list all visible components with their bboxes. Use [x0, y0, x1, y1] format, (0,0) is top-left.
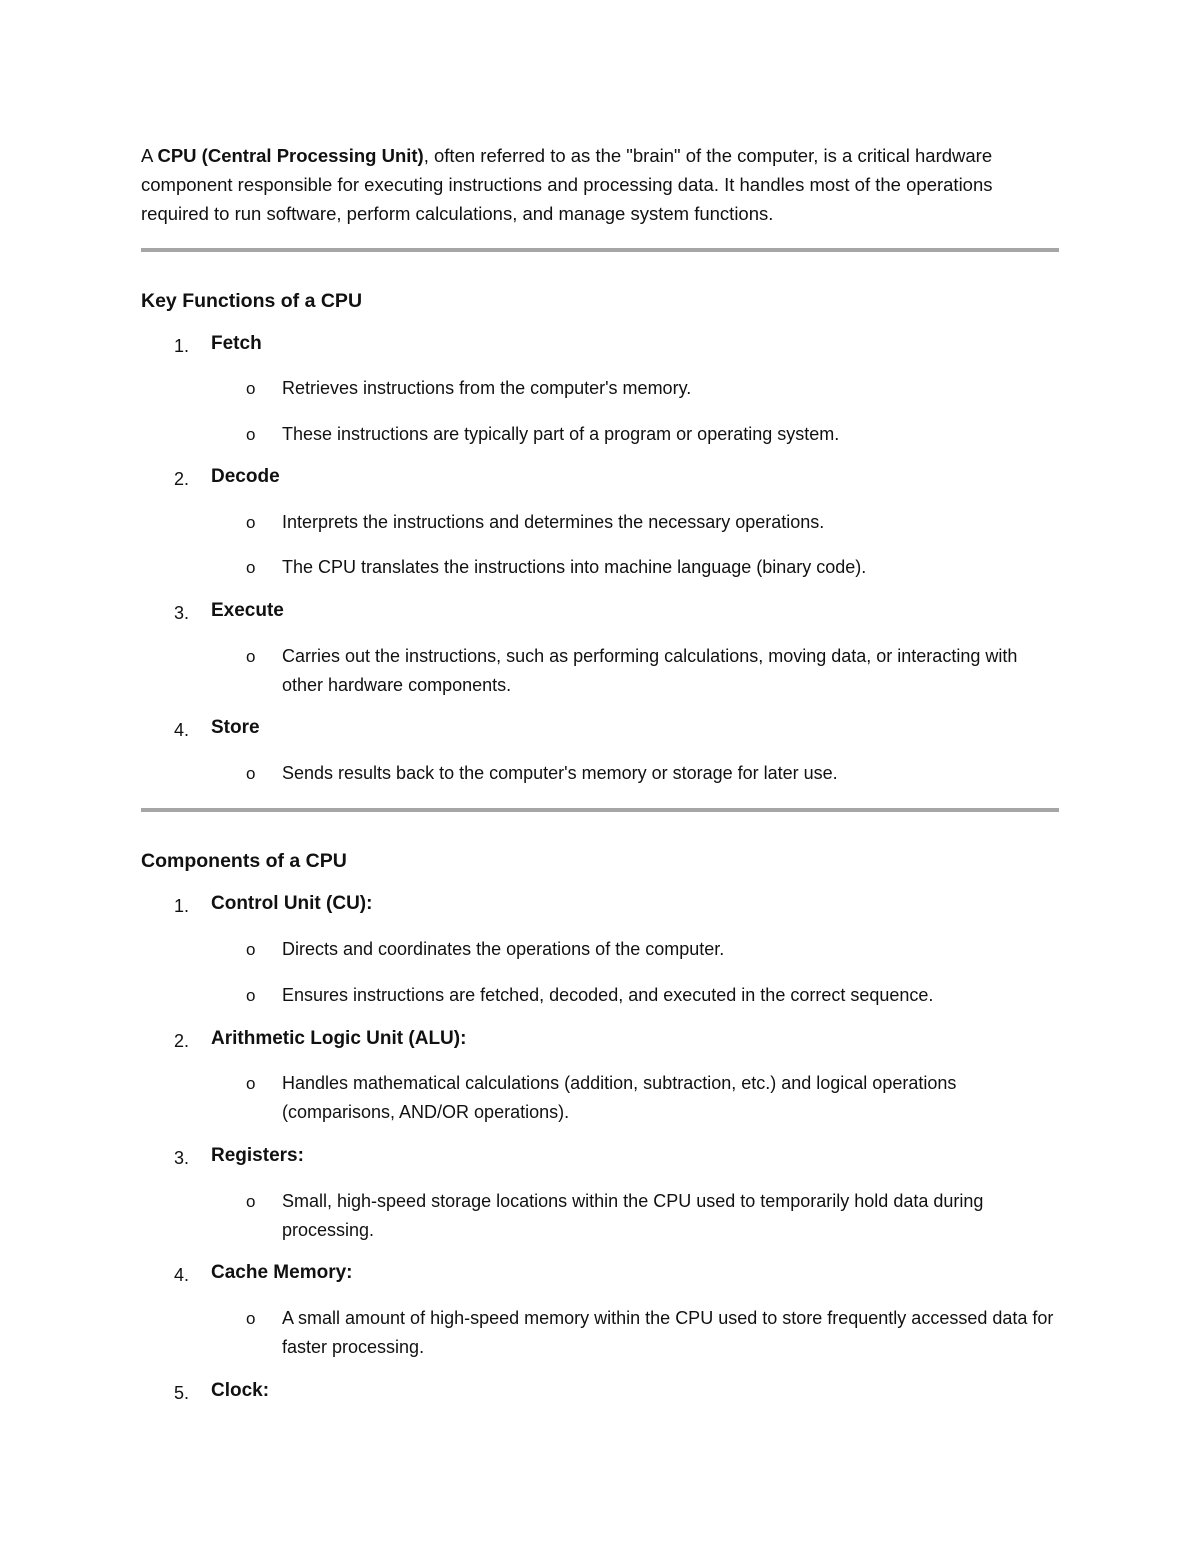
bullet-marker: o [246, 764, 256, 783]
list-item: Retrieves instructions from the computer's memory. [282, 378, 692, 398]
list-item: Ensures instructions are fetched, decoded, and executed in the correct sequence. [282, 985, 934, 1005]
components-heading: Components of a CPU [141, 850, 347, 872]
function-title-decode: Decode [211, 466, 280, 487]
bullet-marker: o [246, 379, 256, 398]
bullet-marker: o [246, 1192, 256, 1211]
list-item: Carries out the instructions, such as performing calculations, moving data, or interacting with other hardware components. [282, 646, 1018, 695]
list-number: 1. [174, 896, 190, 916]
bullet-marker: o [246, 513, 256, 532]
list-number: 4. [174, 720, 190, 740]
bullet-marker: o [246, 558, 256, 577]
component-title-cache-memory: Cache Memory: [211, 1262, 353, 1283]
component-title-control-unit: Control Unit (CU): [211, 893, 373, 914]
list-number: 5. [174, 1383, 190, 1403]
list-item: The CPU translates the instructions into machine language (binary code). [282, 557, 867, 577]
function-title-execute: Execute [211, 600, 284, 621]
bullet-marker: o [246, 1309, 256, 1328]
list-number: 3. [174, 603, 190, 623]
horizontal-rule [141, 248, 1059, 252]
list-number: 4. [174, 1265, 190, 1285]
list-item: Small, high-speed storage locations within the CPU used to temporarily hold data during processing. [282, 1191, 984, 1240]
function-title-fetch: Fetch [211, 333, 262, 354]
list-number: 3. [174, 1148, 190, 1168]
intro-text: , often referred to as the "brain" of the computer, is a critical hardware component responsible for executing instructions and processing data. It handles most of the operations required to run software, perform calculations, and manage system functions. [141, 145, 993, 224]
bullet-marker: o [246, 647, 256, 666]
list-number: 2. [174, 469, 190, 489]
functions-heading: Key Functions of a CPU [141, 290, 363, 312]
list-item: These instructions are typically part of a program or operating system. [282, 424, 840, 444]
horizontal-rule [141, 808, 1059, 812]
list-number: 1. [174, 336, 190, 356]
intro-term: CPU (Central Processing Unit) [157, 145, 424, 166]
list-item: Interprets the instructions and determines the necessary operations. [282, 512, 825, 532]
component-title-alu: Arithmetic Logic Unit (ALU): [211, 1028, 467, 1049]
list-item: Sends results back to the computer's memory or storage for later use. [282, 763, 838, 783]
component-title-registers: Registers: [211, 1145, 304, 1166]
bullet-marker: o [246, 425, 256, 444]
list-item: Handles mathematical calculations (addition, subtraction, etc.) and logical operations (comparisons, AND/OR operations). [282, 1073, 957, 1122]
intro-prefix: A [141, 145, 158, 166]
intro-paragraph [141, 141, 1061, 228]
list-item: A small amount of high-speed memory within the CPU used to store frequently accessed data for faster processing. [282, 1308, 1054, 1357]
list-item: Directs and coordinates the operations of the computer. [282, 939, 725, 959]
component-title-clock: Clock: [211, 1380, 270, 1401]
bullet-marker: o [246, 1074, 256, 1093]
list-number: 2. [174, 1031, 190, 1051]
bullet-marker: o [246, 940, 256, 959]
function-title-store: Store [211, 717, 260, 738]
bullet-marker: o [246, 986, 256, 1005]
